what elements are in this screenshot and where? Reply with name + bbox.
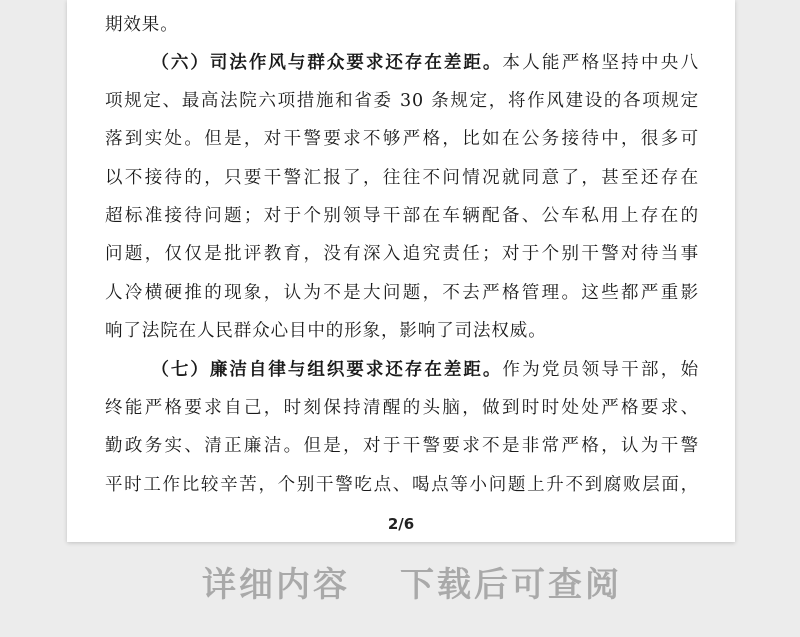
text-line: 问题，仅仅是批评教育，没有深入追究责任；对于个别干警对待当事 [105,244,699,264]
text-line: 以不接待的，只要干警汇报了，往往不问情况就同意了，甚至还存在 [105,168,699,188]
text-segment: 本人能严格坚持中央八 [502,53,699,73]
paragraph-six-first-line [105,45,699,82]
text-line: 超标准接待问题；对于个别领导干部在车辆配备、公车私用上存在的 [105,206,699,226]
section-heading-seven: （七）廉洁自律与组织要求还存在差距。 [150,360,503,380]
text-segment: 作为党员领导干部，始 [502,360,699,380]
paragraph-seven-first-line [105,352,699,389]
text-line: 人冷横硬推的现象，认为不是大问题，不去严格管理。这些都严重影 [105,283,699,303]
text-line: 期效果。 [105,15,179,35]
text-line: 勤政务实、清正廉洁。但是，对于干警要求不是非常严格，认为干警 [105,436,699,456]
text-line: 终能严格要求自己，时刻保持清醒的头脑，做到时时处处严格要求、 [105,398,699,418]
document-page [67,0,735,542]
section-heading-six: （六）司法作风与群众要求还存在差距。 [150,53,503,73]
text-line: 项规定、最高法院六项措施和省委 30 条规定，将作风建设的各项规定 [105,91,699,111]
download-prompt-link[interactable]: 下载后可查阅 [400,565,622,605]
details-link[interactable]: 详细内容 [202,565,350,605]
page-number: 2/6 [387,515,415,533]
text-line: 平时工作比较辛苦，个别干警吃点、喝点等小问题上升不到腐败层面， [105,475,699,495]
text-line: 响了法院在人民群众心目中的形象，影响了司法权威。 [105,321,547,341]
text-line: 落到实处。但是，对干警要求不够严格，比如在公务接待中，很多可 [105,129,699,149]
